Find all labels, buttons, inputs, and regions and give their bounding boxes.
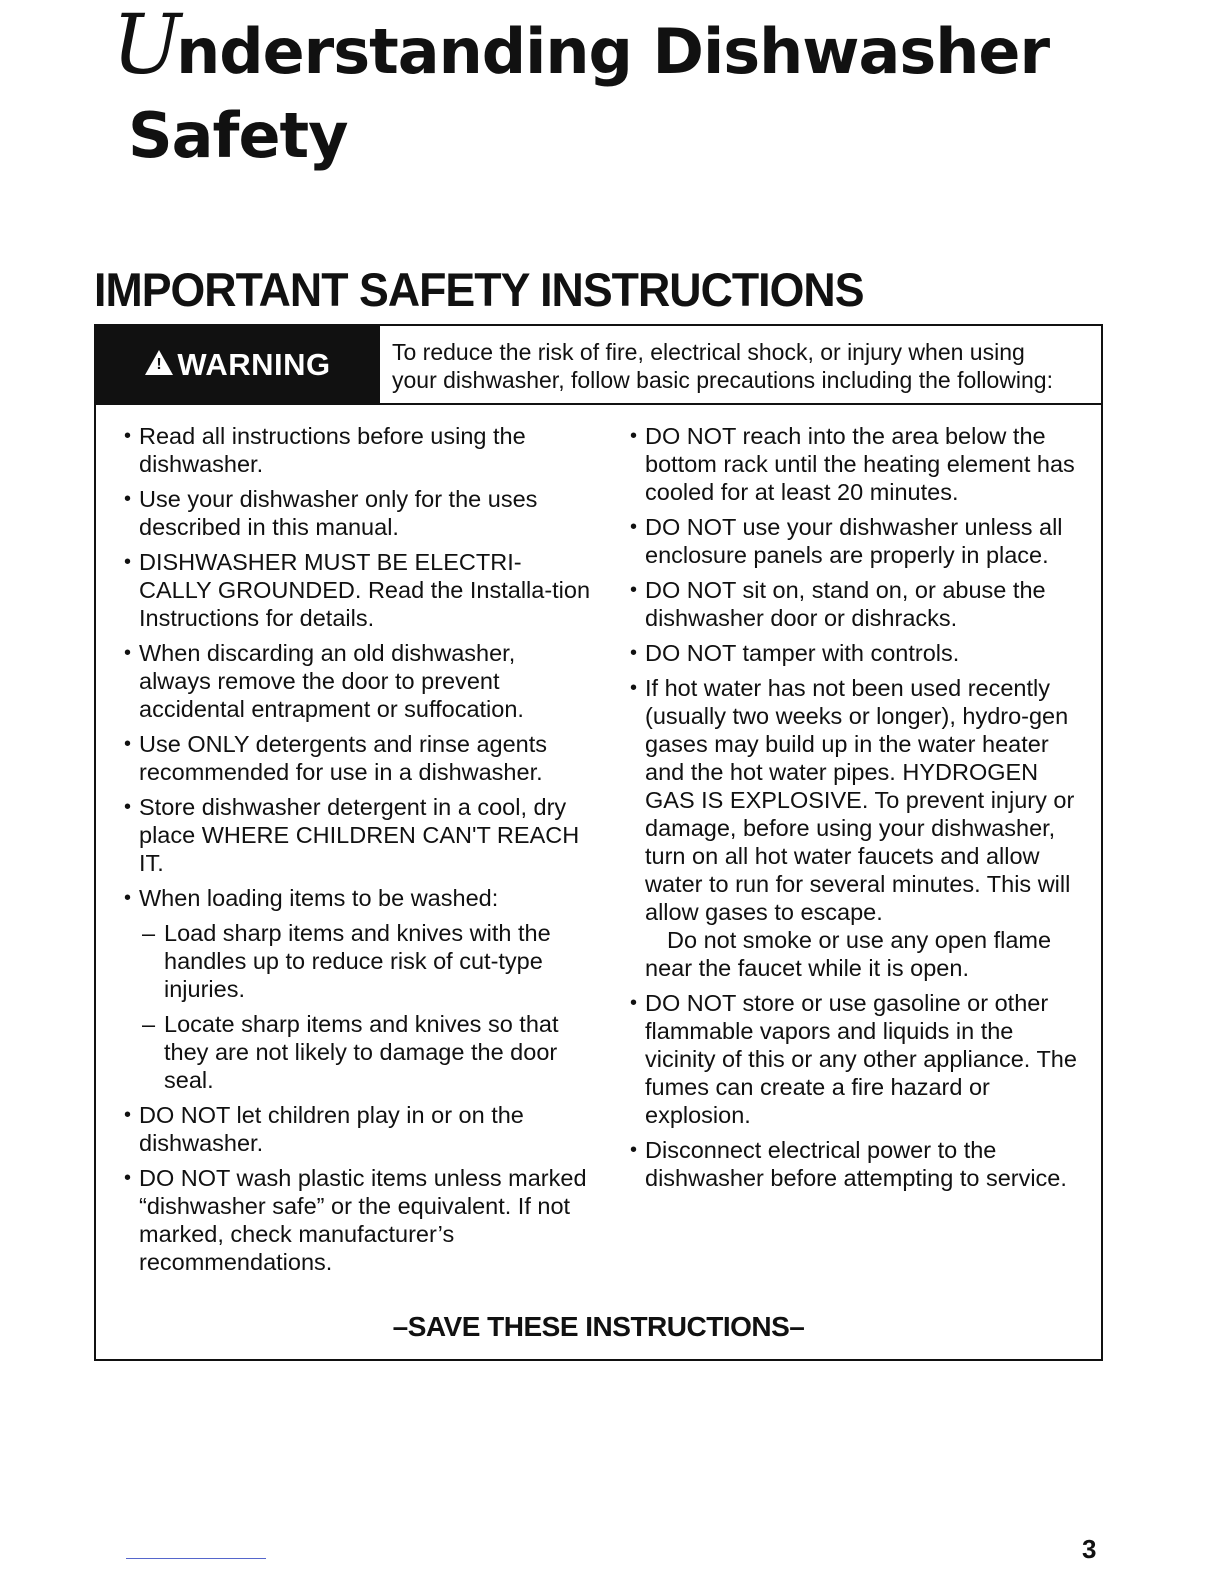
- list-item: • When discarding an old dishwasher, always remove the door to prevent accidental entrapment or suffocation.: [124, 640, 524, 722]
- warning-label: [96, 326, 380, 403]
- list-item-text: DO NOT wash plastic items unless marked “dishwasher safe” or the equivalent. If not marked, check manufacturer’s recommendations.: [139, 1165, 587, 1275]
- list-item-text: DO NOT store or use gasoline or other flammable vapors and liquids in the vicinity of this or any other appliance. The fumes can create a fire hazard or explosion.: [645, 990, 1077, 1128]
- list-item-text: DO NOT sit on, stand on, or abuse the dishwasher door or dishracks.: [645, 577, 1046, 631]
- page-title: [112, 0, 1050, 178]
- hot-water-note: Do not smoke or use any open flame near the faucet while it is open.: [645, 927, 1052, 981]
- title-line-2: Safety: [128, 99, 348, 172]
- sub-list-item-text: Load sharp items and knives with the handles up to reduce risk of cut-type injuries.: [164, 920, 551, 1002]
- list-item: • Use ONLY detergents and rinse agents recommended for use in a dishwasher.: [124, 731, 548, 785]
- list-item-text: If hot water has not been used recently (usually two weeks or longer), hydro-gen gases may build up in the water heater and the hot water pipes. HYDROGEN GAS IS EXPLOSIVE. To prevent injury or damage, before using your dishwasher, turn on all hot water faucets and allow water to run for several minutes. This will allow gases to escape.: [645, 675, 1075, 925]
- list-item-text: When discarding an old dishwasher, always remove the door to prevent accidental entrapment or suffocation.: [139, 640, 524, 722]
- list-item: • DO NOT let children play in or on the dishwasher.: [124, 1102, 524, 1156]
- right-instruction-list: [628, 422, 1088, 1192]
- list-item-text: Use ONLY detergents and rinse agents recommended for use in a dishwasher.: [139, 731, 548, 785]
- warning-header: [96, 326, 1101, 405]
- list-item: • DO NOT store or use gasoline or other flammable vapors and liquids in the vicinity of this or any other appliance. The fumes can create a fire hazard or explosion.: [630, 990, 1077, 1128]
- list-item: • DO NOT reach into the area below the bottom rack until the heating element has cooled for at least 20 minutes.: [630, 423, 1075, 505]
- loading-sub-list: [139, 919, 592, 1094]
- safety-instructions-box: [94, 324, 1103, 1361]
- list-item-text: Use your dishwasher only for the uses described in this manual.: [139, 486, 538, 540]
- list-item: • Disconnect electrical power to the dishwasher before attempting to service.: [630, 1137, 1067, 1191]
- list-item: • DISHWASHER MUST BE ELECTRI-CALLY GROUNDED. Read the Installa-tion Instructions for details.: [124, 549, 591, 631]
- sub-list-item: – Load sharp items and knives with the handles up to reduce risk of cut-type injuries.: [142, 920, 551, 1002]
- list-item-text: DISHWASHER MUST BE ELECTRI-CALLY GROUNDED. Read the Installa-tion Instructions for details.: [139, 549, 591, 631]
- list-item: • DO NOT tamper with controls.: [630, 640, 960, 666]
- warning-statement-line-1: To reduce the risk of fire, electrical shock, or injury when using: [392, 339, 1025, 365]
- list-item-text: When loading items to be washed:: [139, 885, 499, 911]
- footer-rule: [126, 1558, 266, 1559]
- warning-triangle-icon: !: [145, 350, 173, 375]
- list-item: • Use your dishwasher only for the uses described in this manual.: [124, 486, 538, 540]
- title-text: nderstanding Dishwasher: [176, 15, 1050, 88]
- save-instructions-note: –SAVE THESE INSTRUCTIONS–: [392, 1311, 805, 1342]
- warning-statement-line-2: your dishwasher, follow basic precautions including the following:: [392, 367, 1053, 393]
- list-item-text: DO NOT tamper with controls.: [645, 640, 960, 666]
- list-item: • When loading items to be washed: – Load sharp items and knives with the handles up to reduce risk of cut-type injuries. – Locate sharp items and knives so that they are not likely to damage the door seal.: [122, 884, 592, 1094]
- list-item: • If hot water has not been used recently (usually two weeks or longer), hydro-gen gases may build up in the water heater and the hot water pipes. HYDROGEN GAS IS EXPLOSIVE. To prevent injury or damage, before using your dishwasher, turn on all hot water faucets and allow water to run for several minutes. This will allow gases to escape. Do not smoke or use any open flame near the faucet while it is open.: [628, 674, 1088, 982]
- list-item-text: DO NOT use your dishwasher unless all enclosure panels are properly in place.: [645, 514, 1063, 568]
- sub-list-item-text: Locate sharp items and knives so that they are not likely to damage the door seal.: [164, 1011, 559, 1093]
- warning-statement: [392, 338, 1092, 394]
- list-item: • Read all instructions before using the dishwasher.: [124, 423, 526, 477]
- warning-label-text: WARNING: [177, 346, 331, 382]
- list-item: • DO NOT wash plastic items unless marked “dishwasher safe” or the equivalent. If not marked, check manufacturer’s recommendations.: [124, 1165, 587, 1275]
- list-item-text: Disconnect electrical power to the dishwasher before attempting to service.: [645, 1137, 1067, 1191]
- title-dropcap: U: [112, 0, 181, 93]
- section-heading: IMPORTANT SAFETY INSTRUCTIONS: [94, 263, 864, 316]
- list-item-text: DO NOT let children play in or on the dishwasher.: [139, 1102, 524, 1156]
- list-item-text: Store dishwasher detergent in a cool, dry place WHERE CHILDREN CAN'T REACH IT.: [139, 794, 580, 876]
- list-item: • Store dishwasher detergent in a cool, dry place WHERE CHILDREN CAN'T REACH IT.: [124, 794, 580, 876]
- left-instruction-list: [122, 422, 592, 1276]
- list-item-text: DO NOT reach into the area below the bottom rack until the heating element has cooled for at least 20 minutes.: [645, 423, 1075, 505]
- sub-list-item: – Locate sharp items and knives so that they are not likely to damage the door seal.: [142, 1011, 559, 1093]
- right-column: [628, 422, 1088, 1199]
- list-item: • DO NOT use your dishwasher unless all enclosure panels are properly in place.: [630, 514, 1063, 568]
- list-item: • DO NOT sit on, stand on, or abuse the dishwasher door or dishracks.: [630, 577, 1046, 631]
- page-number: 3: [1082, 1534, 1097, 1564]
- left-column: [122, 422, 592, 1283]
- list-item-text: Read all instructions before using the dishwasher.: [139, 423, 526, 477]
